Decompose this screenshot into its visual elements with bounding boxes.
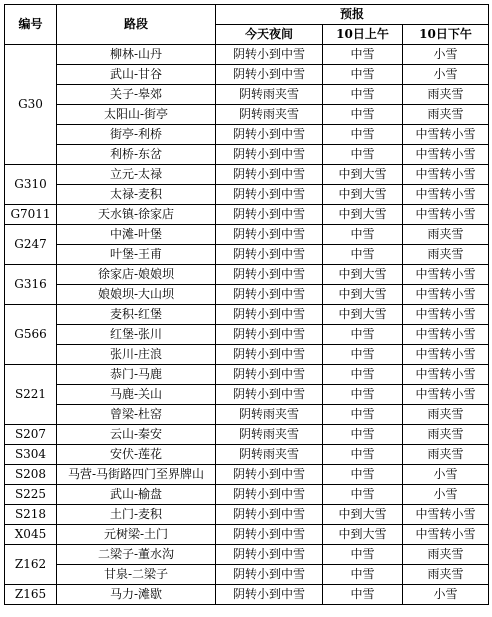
pm-forecast-cell: 雨夹雪 bbox=[403, 565, 489, 585]
pm-forecast-cell: 中雪转小雪 bbox=[403, 365, 489, 385]
route-cell: 马鹿-关山 bbox=[57, 385, 216, 405]
table-row bbox=[5, 105, 489, 125]
tonight-forecast-cell: 阴转小到中雪 bbox=[216, 385, 323, 405]
route-cell: 马力-滩歇 bbox=[57, 585, 216, 605]
table-row bbox=[5, 545, 489, 565]
table-row bbox=[5, 445, 489, 465]
road-code-cell: S225 bbox=[5, 485, 57, 505]
route-cell: 二梁子-董水沟 bbox=[57, 545, 216, 565]
header-row-top bbox=[5, 5, 489, 25]
table-row bbox=[5, 585, 489, 605]
table-row bbox=[5, 165, 489, 185]
pm-forecast-cell: 中雪转小雪 bbox=[403, 385, 489, 405]
table-row bbox=[5, 525, 489, 545]
route-cell: 甘泉-二梁子 bbox=[57, 565, 216, 585]
table-row bbox=[5, 365, 489, 385]
pm-forecast-cell: 中雪转小雪 bbox=[403, 345, 489, 365]
table-row bbox=[5, 245, 489, 265]
route-cell: 马营-马街路四门至界牌山 bbox=[57, 465, 216, 485]
header-am: 10日上午 bbox=[323, 25, 403, 45]
header-tonight: 今天夜间 bbox=[216, 25, 323, 45]
tonight-forecast-cell: 阴转雨夹雪 bbox=[216, 445, 323, 465]
am-forecast-cell: 中雪 bbox=[323, 105, 403, 125]
am-forecast-cell: 中到大雪 bbox=[323, 525, 403, 545]
pm-forecast-cell: 中雪转小雪 bbox=[403, 325, 489, 345]
am-forecast-cell: 中雪 bbox=[323, 545, 403, 565]
pm-forecast-cell: 雨夹雪 bbox=[403, 85, 489, 105]
tonight-forecast-cell: 阴转小到中雪 bbox=[216, 225, 323, 245]
tonight-forecast-cell: 阴转小到中雪 bbox=[216, 465, 323, 485]
tonight-forecast-cell: 阴转小到中雪 bbox=[216, 185, 323, 205]
route-cell: 张川-庄浪 bbox=[57, 345, 216, 365]
tonight-forecast-cell: 阴转雨夹雪 bbox=[216, 105, 323, 125]
route-cell: 云山-秦安 bbox=[57, 425, 216, 445]
route-cell: 叶堡-王甫 bbox=[57, 245, 216, 265]
pm-forecast-cell: 中雪转小雪 bbox=[403, 525, 489, 545]
route-cell: 徐家店-娘娘坝 bbox=[57, 265, 216, 285]
table-row bbox=[5, 345, 489, 365]
am-forecast-cell: 中雪 bbox=[323, 225, 403, 245]
tonight-forecast-cell: 阴转小到中雪 bbox=[216, 145, 323, 165]
route-cell: 曾梁-杜窑 bbox=[57, 405, 216, 425]
table-row bbox=[5, 225, 489, 245]
tonight-forecast-cell: 阴转小到中雪 bbox=[216, 485, 323, 505]
table-row bbox=[5, 145, 489, 165]
route-cell: 立元-太禄 bbox=[57, 165, 216, 185]
pm-forecast-cell: 小雪 bbox=[403, 465, 489, 485]
table-row bbox=[5, 505, 489, 525]
route-cell: 太禄-麦积 bbox=[57, 185, 216, 205]
am-forecast-cell: 中到大雪 bbox=[323, 285, 403, 305]
am-forecast-cell: 中雪 bbox=[323, 125, 403, 145]
tonight-forecast-cell: 阴转雨夹雪 bbox=[216, 405, 323, 425]
table-row bbox=[5, 205, 489, 225]
am-forecast-cell: 中雪 bbox=[323, 485, 403, 505]
route-cell: 中滩-叶堡 bbox=[57, 225, 216, 245]
am-forecast-cell: 中雪 bbox=[323, 345, 403, 365]
road-code-cell: G310 bbox=[5, 165, 57, 205]
header-code: 编号 bbox=[5, 5, 57, 45]
tonight-forecast-cell: 阴转小到中雪 bbox=[216, 545, 323, 565]
am-forecast-cell: 中雪 bbox=[323, 365, 403, 385]
route-cell: 娘娘坝-大山坝 bbox=[57, 285, 216, 305]
tonight-forecast-cell: 阴转雨夹雪 bbox=[216, 85, 323, 105]
route-cell: 麦积-红堡 bbox=[57, 305, 216, 325]
am-forecast-cell: 中雪 bbox=[323, 465, 403, 485]
table-row bbox=[5, 325, 489, 345]
pm-forecast-cell: 雨夹雪 bbox=[403, 425, 489, 445]
tonight-forecast-cell: 阴转小到中雪 bbox=[216, 45, 323, 65]
table-row bbox=[5, 425, 489, 445]
am-forecast-cell: 中雪 bbox=[323, 45, 403, 65]
table-row bbox=[5, 265, 489, 285]
tonight-forecast-cell: 阴转小到中雪 bbox=[216, 565, 323, 585]
am-forecast-cell: 中雪 bbox=[323, 425, 403, 445]
road-code-cell: Z162 bbox=[5, 545, 57, 585]
am-forecast-cell: 中雪 bbox=[323, 445, 403, 465]
route-cell: 土门-麦积 bbox=[57, 505, 216, 525]
table-row bbox=[5, 385, 489, 405]
pm-forecast-cell: 中雪转小雪 bbox=[403, 285, 489, 305]
pm-forecast-cell: 雨夹雪 bbox=[403, 225, 489, 245]
tonight-forecast-cell: 阴转小到中雪 bbox=[216, 285, 323, 305]
table-row bbox=[5, 305, 489, 325]
tonight-forecast-cell: 阴转雨夹雪 bbox=[216, 425, 323, 445]
table-row bbox=[5, 485, 489, 505]
pm-forecast-cell: 中雪转小雪 bbox=[403, 185, 489, 205]
table-row bbox=[5, 125, 489, 145]
tonight-forecast-cell: 阴转小到中雪 bbox=[216, 305, 323, 325]
tonight-forecast-cell: 阴转小到中雪 bbox=[216, 345, 323, 365]
pm-forecast-cell: 中雪转小雪 bbox=[403, 125, 489, 145]
header-route: 路段 bbox=[57, 5, 216, 45]
road-code-cell: S304 bbox=[5, 445, 57, 465]
pm-forecast-cell: 中雪转小雪 bbox=[403, 165, 489, 185]
table-header bbox=[5, 5, 489, 45]
pm-forecast-cell: 雨夹雪 bbox=[403, 245, 489, 265]
tonight-forecast-cell: 阴转小到中雪 bbox=[216, 585, 323, 605]
table-body bbox=[5, 45, 489, 605]
am-forecast-cell: 中雪 bbox=[323, 245, 403, 265]
pm-forecast-cell: 小雪 bbox=[403, 45, 489, 65]
am-forecast-cell: 中到大雪 bbox=[323, 205, 403, 225]
pm-forecast-cell: 中雪转小雪 bbox=[403, 145, 489, 165]
am-forecast-cell: 中雪 bbox=[323, 65, 403, 85]
pm-forecast-cell: 雨夹雪 bbox=[403, 105, 489, 125]
am-forecast-cell: 中到大雪 bbox=[323, 505, 403, 525]
road-code-cell: S218 bbox=[5, 505, 57, 525]
road-code-cell: S207 bbox=[5, 425, 57, 445]
road-code-cell: Z165 bbox=[5, 585, 57, 605]
table-row bbox=[5, 65, 489, 85]
header-pm: 10日下午 bbox=[403, 25, 489, 45]
road-code-cell: G316 bbox=[5, 265, 57, 305]
pm-forecast-cell: 小雪 bbox=[403, 65, 489, 85]
table-row bbox=[5, 85, 489, 105]
route-cell: 太阳山-街亭 bbox=[57, 105, 216, 125]
tonight-forecast-cell: 阴转小到中雪 bbox=[216, 525, 323, 545]
pm-forecast-cell: 雨夹雪 bbox=[403, 545, 489, 565]
road-code-cell: G30 bbox=[5, 45, 57, 165]
am-forecast-cell: 中雪 bbox=[323, 585, 403, 605]
pm-forecast-cell: 中雪转小雪 bbox=[403, 505, 489, 525]
am-forecast-cell: 中雪 bbox=[323, 385, 403, 405]
route-cell: 关子-皋郊 bbox=[57, 85, 216, 105]
route-cell: 红堡-张川 bbox=[57, 325, 216, 345]
pm-forecast-cell: 小雪 bbox=[403, 585, 489, 605]
tonight-forecast-cell: 阴转小到中雪 bbox=[216, 505, 323, 525]
am-forecast-cell: 中雪 bbox=[323, 325, 403, 345]
tonight-forecast-cell: 阴转小到中雪 bbox=[216, 125, 323, 145]
table-row bbox=[5, 285, 489, 305]
am-forecast-cell: 中雪 bbox=[323, 405, 403, 425]
tonight-forecast-cell: 阴转小到中雪 bbox=[216, 65, 323, 85]
route-cell: 天水镇-徐家店 bbox=[57, 205, 216, 225]
route-cell: 安伏-莲花 bbox=[57, 445, 216, 465]
table-row bbox=[5, 465, 489, 485]
route-cell: 街亭-利桥 bbox=[57, 125, 216, 145]
am-forecast-cell: 中到大雪 bbox=[323, 265, 403, 285]
tonight-forecast-cell: 阴转小到中雪 bbox=[216, 365, 323, 385]
road-code-cell: G566 bbox=[5, 305, 57, 365]
road-code-cell: S221 bbox=[5, 365, 57, 425]
am-forecast-cell: 中雪 bbox=[323, 145, 403, 165]
pm-forecast-cell: 雨夹雪 bbox=[403, 445, 489, 465]
route-cell: 武山-甘谷 bbox=[57, 65, 216, 85]
pm-forecast-cell: 中雪转小雪 bbox=[403, 265, 489, 285]
route-cell: 武山-榆盘 bbox=[57, 485, 216, 505]
pm-forecast-cell: 中雪转小雪 bbox=[403, 205, 489, 225]
table-row bbox=[5, 45, 489, 65]
pm-forecast-cell: 中雪转小雪 bbox=[403, 305, 489, 325]
road-code-cell: G7011 bbox=[5, 205, 57, 225]
road-code-cell: G247 bbox=[5, 225, 57, 265]
road-weather-forecast-table bbox=[4, 4, 489, 605]
route-cell: 元树梁-土门 bbox=[57, 525, 216, 545]
road-code-cell: S208 bbox=[5, 465, 57, 485]
tonight-forecast-cell: 阴转小到中雪 bbox=[216, 245, 323, 265]
tonight-forecast-cell: 阴转小到中雪 bbox=[216, 265, 323, 285]
table-row bbox=[5, 185, 489, 205]
am-forecast-cell: 中雪 bbox=[323, 85, 403, 105]
am-forecast-cell: 中到大雪 bbox=[323, 165, 403, 185]
tonight-forecast-cell: 阴转小到中雪 bbox=[216, 165, 323, 185]
route-cell: 利桥-东岔 bbox=[57, 145, 216, 165]
tonight-forecast-cell: 阴转小到中雪 bbox=[216, 325, 323, 345]
pm-forecast-cell: 雨夹雪 bbox=[403, 405, 489, 425]
header-forecast: 预报 bbox=[216, 5, 489, 25]
am-forecast-cell: 中雪 bbox=[323, 565, 403, 585]
table-row bbox=[5, 565, 489, 585]
am-forecast-cell: 中到大雪 bbox=[323, 185, 403, 205]
route-cell: 柳林-山丹 bbox=[57, 45, 216, 65]
am-forecast-cell: 中到大雪 bbox=[323, 305, 403, 325]
route-cell: 恭门-马鹿 bbox=[57, 365, 216, 385]
road-code-cell: X045 bbox=[5, 525, 57, 545]
table-row bbox=[5, 405, 489, 425]
pm-forecast-cell: 小雪 bbox=[403, 485, 489, 505]
tonight-forecast-cell: 阴转小到中雪 bbox=[216, 205, 323, 225]
